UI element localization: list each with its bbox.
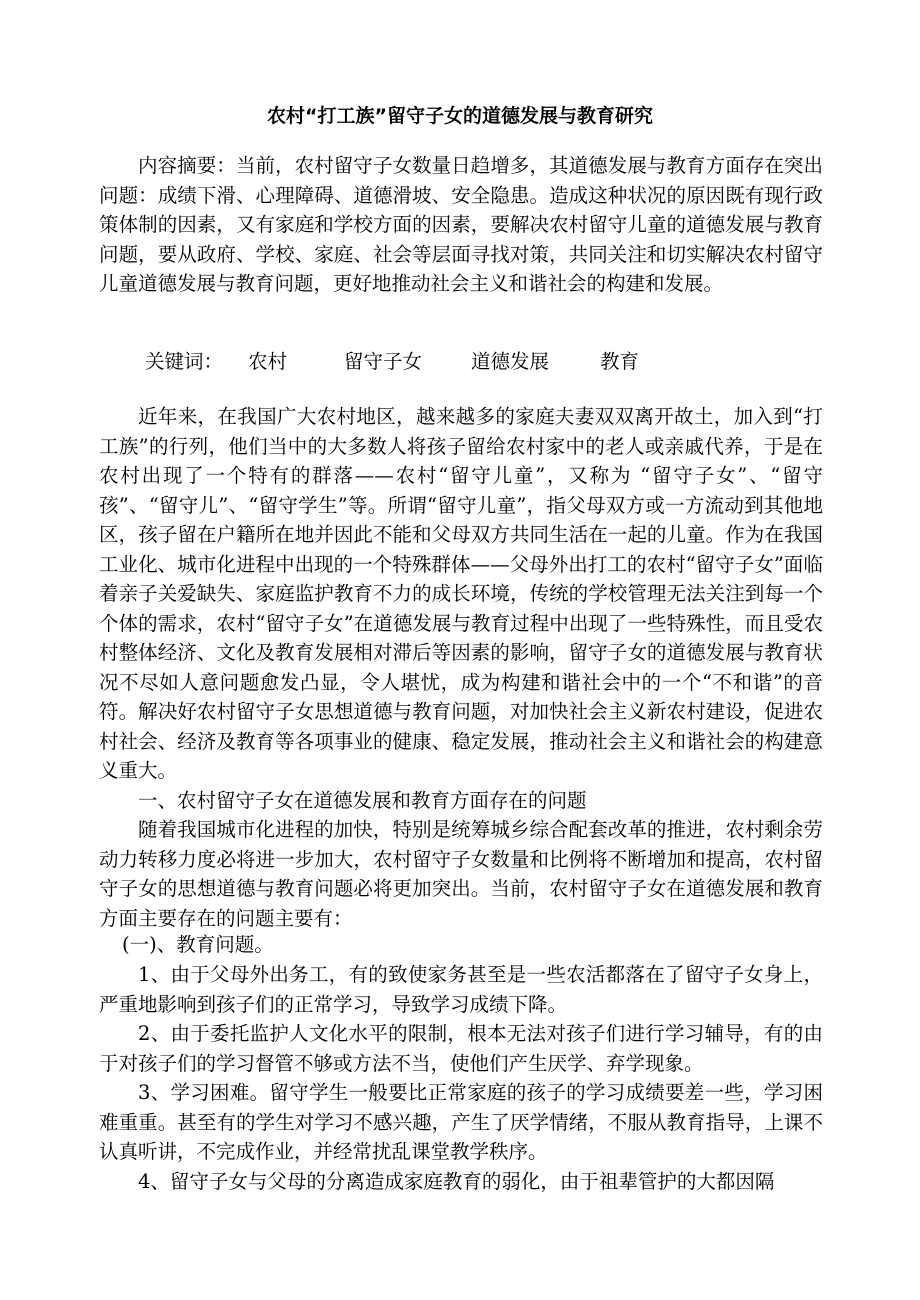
list-item: 1、由于父母外出务工，有的致使家务甚至是一些农活都落在了留守子女身上，严重地影响到孩子们的正常学习，导致学习成绩下降。: [99, 963, 823, 1016]
list-item: 3、学习困难。留守学生一般要比正常家庭的孩子的学习成绩要差一些，学习困难重重。甚至有的学生对学习不感兴趣，产生了厌学情绪，不服从教育指导，上课不认真听讲，不完成作业，并经常扰乱课堂教学秩序。: [99, 1081, 823, 1163]
section-heading: 一、农村留守子女在道德发展和教育方面存在的问题: [138, 789, 587, 812]
keywords-label: 关键词：: [145, 350, 224, 373]
document-title: 农村“打工族”留守子女的道德发展与教育研究: [267, 105, 653, 127]
keyword-item: 道德发展: [471, 350, 550, 373]
keywords-row: [145, 347, 639, 377]
subsection-heading: (一)、教育问题。: [122, 933, 274, 956]
keyword-item: 农村: [248, 350, 288, 373]
list-item: 4、留守子女与父母的分离造成家庭教育的弱化，由于祖辈管护的大都因隔: [138, 1170, 775, 1193]
keyword-item: 留守子女: [344, 350, 423, 373]
list-item: 2、由于委托监护人文化水平的限制，根本无法对孩子们进行学习辅导，有的由于对孩子们的学习督管不够或方法不当，使他们产生厌学、弃学现象。: [99, 1022, 823, 1075]
abstract-paragraph: 内容摘要：当前，农村留守子女数量日趋增多，其道德发展与教育方面存在突出问题：成绩下滑、心理障碍、道德滑坡、安全隐患。造成这种状况的原因既有现行政策体制的因素，又有家庭和学校方面的因素，要解决农村留守儿童的道德发展与教育问题，要从政府、学校、家庭、社会等层面寻找对策，共同关注和切实解决农村留守儿童道德发展与教育问题，更好地推动社会主义和谐社会的构建和发展。: [99, 154, 823, 295]
keyword-item: 教育: [600, 350, 640, 373]
intro-paragraph: 近年来，在我国广大农村地区，越来越多的家庭夫妻双双离开故土，加入到“打工族”的行列，他们当中的大多数人将孩子留给农村家中的老人或亲戚代养，于是在农村出现了一个特有的群落——农村“留守儿童”，又称为 “留守子女”、“留守孩”、“留守儿”、“留守学生”等。所谓“留守儿童”，指父母双方或一方流动到其他地区，孩子留在户籍所在地并因此不能和父母双方共同生活在一起的儿童。作为在我国工业化、城市化进程中出现的一个特殊群体——父母外出打工的农村“留守子女”面临着亲子关爱缺失、家庭监护教育不力的成长环境，传统的学校管理无法关注到每一个个体的需求，农村“留守子女”在道德发展与教育过程中出现了一些特殊性，而且受农村整体经济、文化及教育发展相对滞后等因素的影响，留守子女的道德发展与教育状况不尽如人意问题愈发凸显，令人堪忧，成为构建和谐社会中的一个“不和谐”的音符。解决好农村留守子女思想道德与教育问题，对加快社会主义新农村建设，促进农村社会、经济及教育等各项事业的健康、稳定发展，推动社会主义和谐社会的构建意义重大。: [99, 405, 823, 782]
section-paragraph: 随着我国城市化进程的加快，特别是统筹城乡综合配套改革的推进，农村剩余劳动力转移力度必将进一步加大，农村留守子女数量和比例将不断增加和提高，农村留守子女的思想道德与教育问题必将更加突出。当前，农村留守子女在道德发展和教育方面主要存在的问题主要有：: [99, 818, 823, 930]
